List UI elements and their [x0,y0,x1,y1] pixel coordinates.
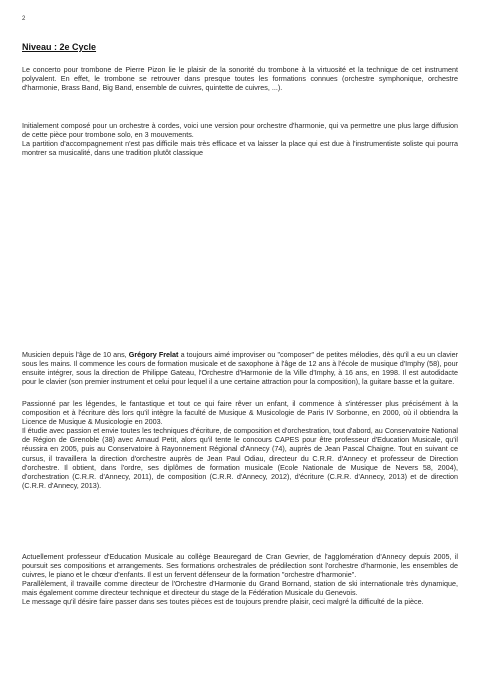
bio-intro-after: a toujours aimé improviser ou "composer" de petites mélodies, dès qu'il a eu un clavier sous les mains. Il commence les cours de formation musicale et de saxophone à l'âge de 12 ans à l'école de musique d'Imphy (58), pour ensuite intégrer, sous la direction de Philippe Gateau, l'Orchestre d'Harmonie de la Ville d'Imphy, à 16 ans, en 1998. Il est autodidacte pour le clavier (son premier instrument et celui pour lequel il a une certaine attraction pour la composition), la guitare basse et la guitare. [22,350,459,387]
bio-studies-paragraph [22,399,458,490]
intro-paragraph [22,65,458,92]
version-paragraph [22,121,458,157]
intro-text: Le concerto pour trombone de Pierre Pizon lie le plaisir de la sonorité du trombone à la virtuosité et la technique de cet instrument polyvalent. En effet, le trombone se retrouver dans presque toutes les formations connues (orchestre symphonique, orchestre d'harmonie, Brass Band, Big Band, ensemble de cuivres, quintette de cuivres, ...). [22,65,458,93]
bio-current-text-2: Parallèlement, il travaille comme directeur de l'Orchestre d'Harmonie du Grand Bornand, station de ski internationale très dynamique, mais également comme directeur technique et directeur du stage de la Fédération Musicale du Genevois. [22,579,458,598]
bio-studies-text-2: Il étudie avec passion et envie toutes les techniques d'écriture, de composition et d'orchestration, tout d'abord, au Conservatoire National de Région de Grenoble (38) avec Arnaud Petit, alors qu'il tente le concours CAPES pour être professeur d'Education Musicale, qu'il réussira en 2005, puis au Conservatoire à Rayonnement Régional d'Annecy (74), auprès de Jean Pascal Chaigne. Tout en suivant ce cursus, il travaillera la direction d'orchestre auprès de Jean Paul Odiau, directeur du C.R.R. d'Annecy et professeur de Direction d'orchestre. Il obtient, dans l'ordre, ses diplômes de formation musicale (Ecole Nationale de Musique de Nevers 58, 2004), d'orchestration (C.R.R. d'Annecy, 2011), de composition (C.R.R. d'Annecy, 2012), d'écriture (C.R.R. d'Annecy, 2013) et de direction (C.R.R. d'Annecy, 2013). [22,426,458,490]
version-text-2: La partition d'accompagnement n'est pas difficile mais très efficace et va laisser la place qui est due à l'instrumentiste soliste qui pourra montrer sa musicalité, dans une tradition plutôt classique [22,139,458,158]
bio-current-paragraph [22,552,458,607]
bio-current-text-1: Actuellement professeur d'Education Musicale au collège Beauregard de Cran Gevrier, de l'agglomération d'Annecy depuis 2005, il poursuit ses compositions et arrangements. Ses formations orchestrales de prédilection sont l'orchestre d'harmonie, les ensembles de cuivres, le piano et le chœur d'enfants. Il est un fervent défenseur de la formation "orchestre d'harmonie". [22,552,458,580]
page-number: 2 [22,16,26,22]
bio-intro-text [22,350,458,386]
bio-current-text-3: Le message qu'il désire faire passer dans ses toutes pièces est de toujours prendre plaisir, ceci malgré la difficulté de la pièce. [22,597,424,607]
bio-intro-paragraph [22,350,458,386]
level-heading: Niveau : 2e Cycle [22,42,97,52]
version-text-1: Initialement composé pour un orchestre à cordes, voici une version pour orchestre d'harmonie, qui va permettre une plus large diffusion de cette pièce pour trombone solo, en 3 mouvements. [22,121,458,140]
bio-intro-before: Musicien depuis l'âge de 10 ans, [22,350,129,359]
composer-name: Grégory Frelat [128,350,179,359]
bio-studies-text-1: Passionné par les légendes, le fantastique et tout ce qui faire rêver un enfant, il commence à s'intéresser plus précisément à la composition et à l'écriture dès lors qu'il intègre la faculté de Musique & Musicologie de Paris IV Sorbonne, en 2000, où il obtiendra la Licence de Musique & Musicologie en 2003. [22,399,458,427]
